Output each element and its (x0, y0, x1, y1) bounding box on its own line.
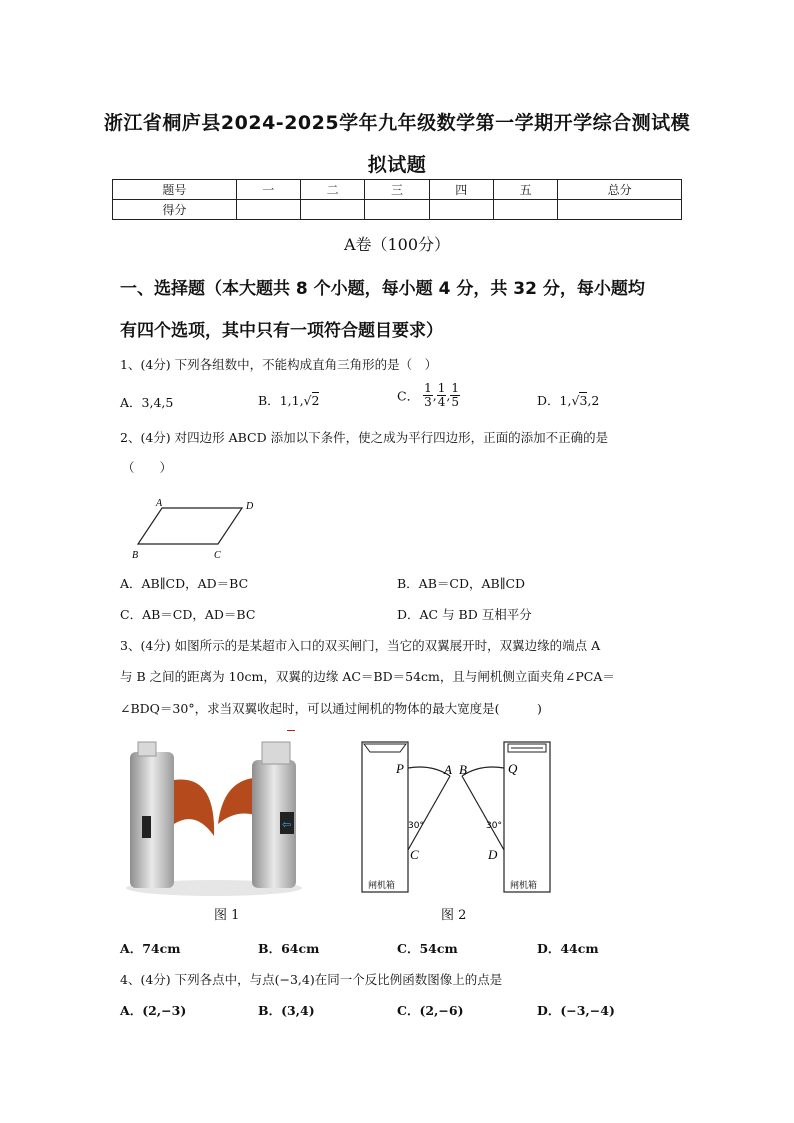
title-line-1: 浙江省桐庐县2024-2025学年九年级数学第一学期开学综合测试模 (103, 112, 691, 134)
score-cell: 得分 (113, 200, 237, 220)
score-cell: 题号 (113, 180, 237, 200)
score-blank[interactable] (236, 200, 300, 220)
q1-c-prefix: C． (397, 388, 420, 404)
left-gate-cabinet (130, 752, 174, 888)
point-label-b: B (459, 762, 467, 777)
numerator: 1 (451, 381, 459, 395)
q2-stem: 2、(4分) 对四边形 ABCD 添加以下条件，使之成为平行四边形，正面的添加不正确的是 (120, 430, 609, 445)
angle-label-right: 30° (486, 821, 502, 831)
section-heading-line-1: 一、选择题（本大题共 8 个小题，每小题 4 分，共 32 分，每小题均 (120, 279, 645, 299)
figure-2-caption: 图 2 (441, 908, 467, 923)
point-label-d: D (488, 847, 498, 862)
wing-arc-qb (462, 767, 504, 776)
score-cell: 总分 (558, 180, 682, 200)
left-gate-cap (138, 742, 156, 756)
title-line-2: 拟试题 (367, 154, 427, 176)
q1-d-prefix: D． (537, 393, 560, 408)
score-cell: 五 (493, 180, 557, 200)
q4-option-d: D．(−3,−4) (537, 1003, 615, 1018)
score-table (112, 179, 682, 220)
numerator: 1 (424, 381, 432, 395)
q1-option-a: A．3,4,5 (120, 395, 174, 410)
left-box-label: 闸机箱 (368, 881, 396, 891)
q4-option-a: A．(2,−3) (120, 1003, 187, 1018)
figure-1-caption: 图 1 (214, 908, 240, 923)
wing-edge-ac (408, 776, 450, 850)
q1-stem: 1、(4分) 下列各组数中，不能构成直角三角形的是（ ） (120, 357, 438, 372)
fraction (437, 382, 447, 409)
q3-option-d: D．44cm (537, 941, 599, 956)
sqrt-sign: √ (303, 393, 312, 408)
q2-option-d: D．AC 与 BD 互相平分 (397, 607, 532, 622)
section-heading-line-2: 有四个选项，其中只有一项符合题目要求） (120, 321, 443, 341)
right-gate-cap (262, 742, 290, 764)
wing-edge-bd (462, 776, 504, 850)
vertex-label-d: D (246, 501, 254, 512)
point-label-c: C (410, 847, 419, 862)
q2-option-c: C．AB＝CD，AD＝BC (120, 607, 256, 622)
vertex-label-b: B (132, 550, 139, 561)
q2-option-b: B．AB＝CD，AB∥CD (397, 576, 526, 591)
q3-option-a: A．74cm (120, 941, 181, 956)
sqrt-sign: √ (571, 393, 580, 408)
q1-b-expr: 1,1, (279, 393, 304, 408)
right-box-label: 闸机箱 (510, 881, 538, 891)
fraction (450, 382, 460, 409)
score-blank[interactable] (300, 200, 364, 220)
q1-d-expr-b: ,2 (587, 393, 600, 408)
q2-option-a: A．AB∥CD，AD＝BC (120, 576, 249, 591)
q1-option-c: C． $\frac{1}{3}$ , $\frac{1}{4}$ , $\frac{1}{5}$ (397, 381, 459, 409)
point-label-p: P (396, 761, 404, 776)
gate-photo (124, 738, 304, 898)
left-wing (174, 779, 214, 836)
q1-option-d (537, 391, 599, 409)
q3-stem-line-1: 3、(4分) 如图所示的是某超市入口的双买闸门，当它的双翼展开时，双翼边缘的端点 A (120, 638, 601, 653)
red-mark (287, 730, 295, 731)
denominator: 4 (437, 395, 446, 409)
denominator: 3 (424, 395, 432, 409)
point-label-q: Q (508, 761, 518, 776)
q3-option-c: C．54cm (397, 941, 458, 956)
q4-stem: 4、(4分) 下列各点中，与点(−3,4)在同一个反比例函数图像上的点是 (120, 972, 503, 987)
point-label-a: A (444, 762, 452, 777)
q4-option-b: B．(3,4) (258, 1003, 315, 1018)
left-box-top (364, 744, 406, 752)
score-blank[interactable] (558, 200, 682, 220)
numerator: 1 (437, 381, 446, 395)
vertex-label-a: A (156, 498, 163, 509)
q1-b-prefix: B． (258, 393, 280, 408)
score-table-score-row (113, 200, 682, 220)
q3-stem-line-3: ∠BDQ＝30°，求当双翼收起时，可以通过闸机的物体的最大宽度是( ) (120, 701, 542, 716)
score-cell: 三 (365, 180, 429, 200)
score-blank[interactable] (365, 200, 429, 220)
gate-diagram (358, 738, 558, 898)
q3-stem-line-2: 与 B 之间的距离为 10cm，双翼的边缘 AC＝BD＝54cm，且与闸机侧立面夹角∠PCA＝ (120, 669, 615, 684)
q1-option-b (258, 391, 319, 409)
q1-d-expr-a: 1, (559, 393, 572, 408)
q3-option-b: B．64cm (258, 941, 320, 956)
parallelogram-shape (138, 508, 242, 544)
score-blank[interactable] (493, 200, 557, 220)
score-table-header-row (113, 180, 682, 200)
denominator: 5 (451, 395, 459, 409)
angle-label-left: 30° (408, 821, 424, 831)
q2-paren: （ ） (122, 460, 173, 475)
q1-b-radicand: 2 (311, 393, 320, 408)
score-cell: 四 (429, 180, 493, 200)
q1-d-radicand: 3 (579, 393, 588, 408)
score-blank[interactable] (429, 200, 493, 220)
score-cell: 一 (236, 180, 300, 200)
q4-option-c: C．(2,−6) (397, 1003, 464, 1018)
volume-heading: A卷（100分） (343, 235, 451, 254)
arrow-icon: ⇦ (282, 818, 292, 831)
vertex-label-c: C (214, 550, 221, 561)
score-cell: 二 (300, 180, 364, 200)
fraction (423, 382, 433, 409)
left-gate-panel (142, 816, 151, 838)
parallelogram-figure (128, 496, 262, 562)
